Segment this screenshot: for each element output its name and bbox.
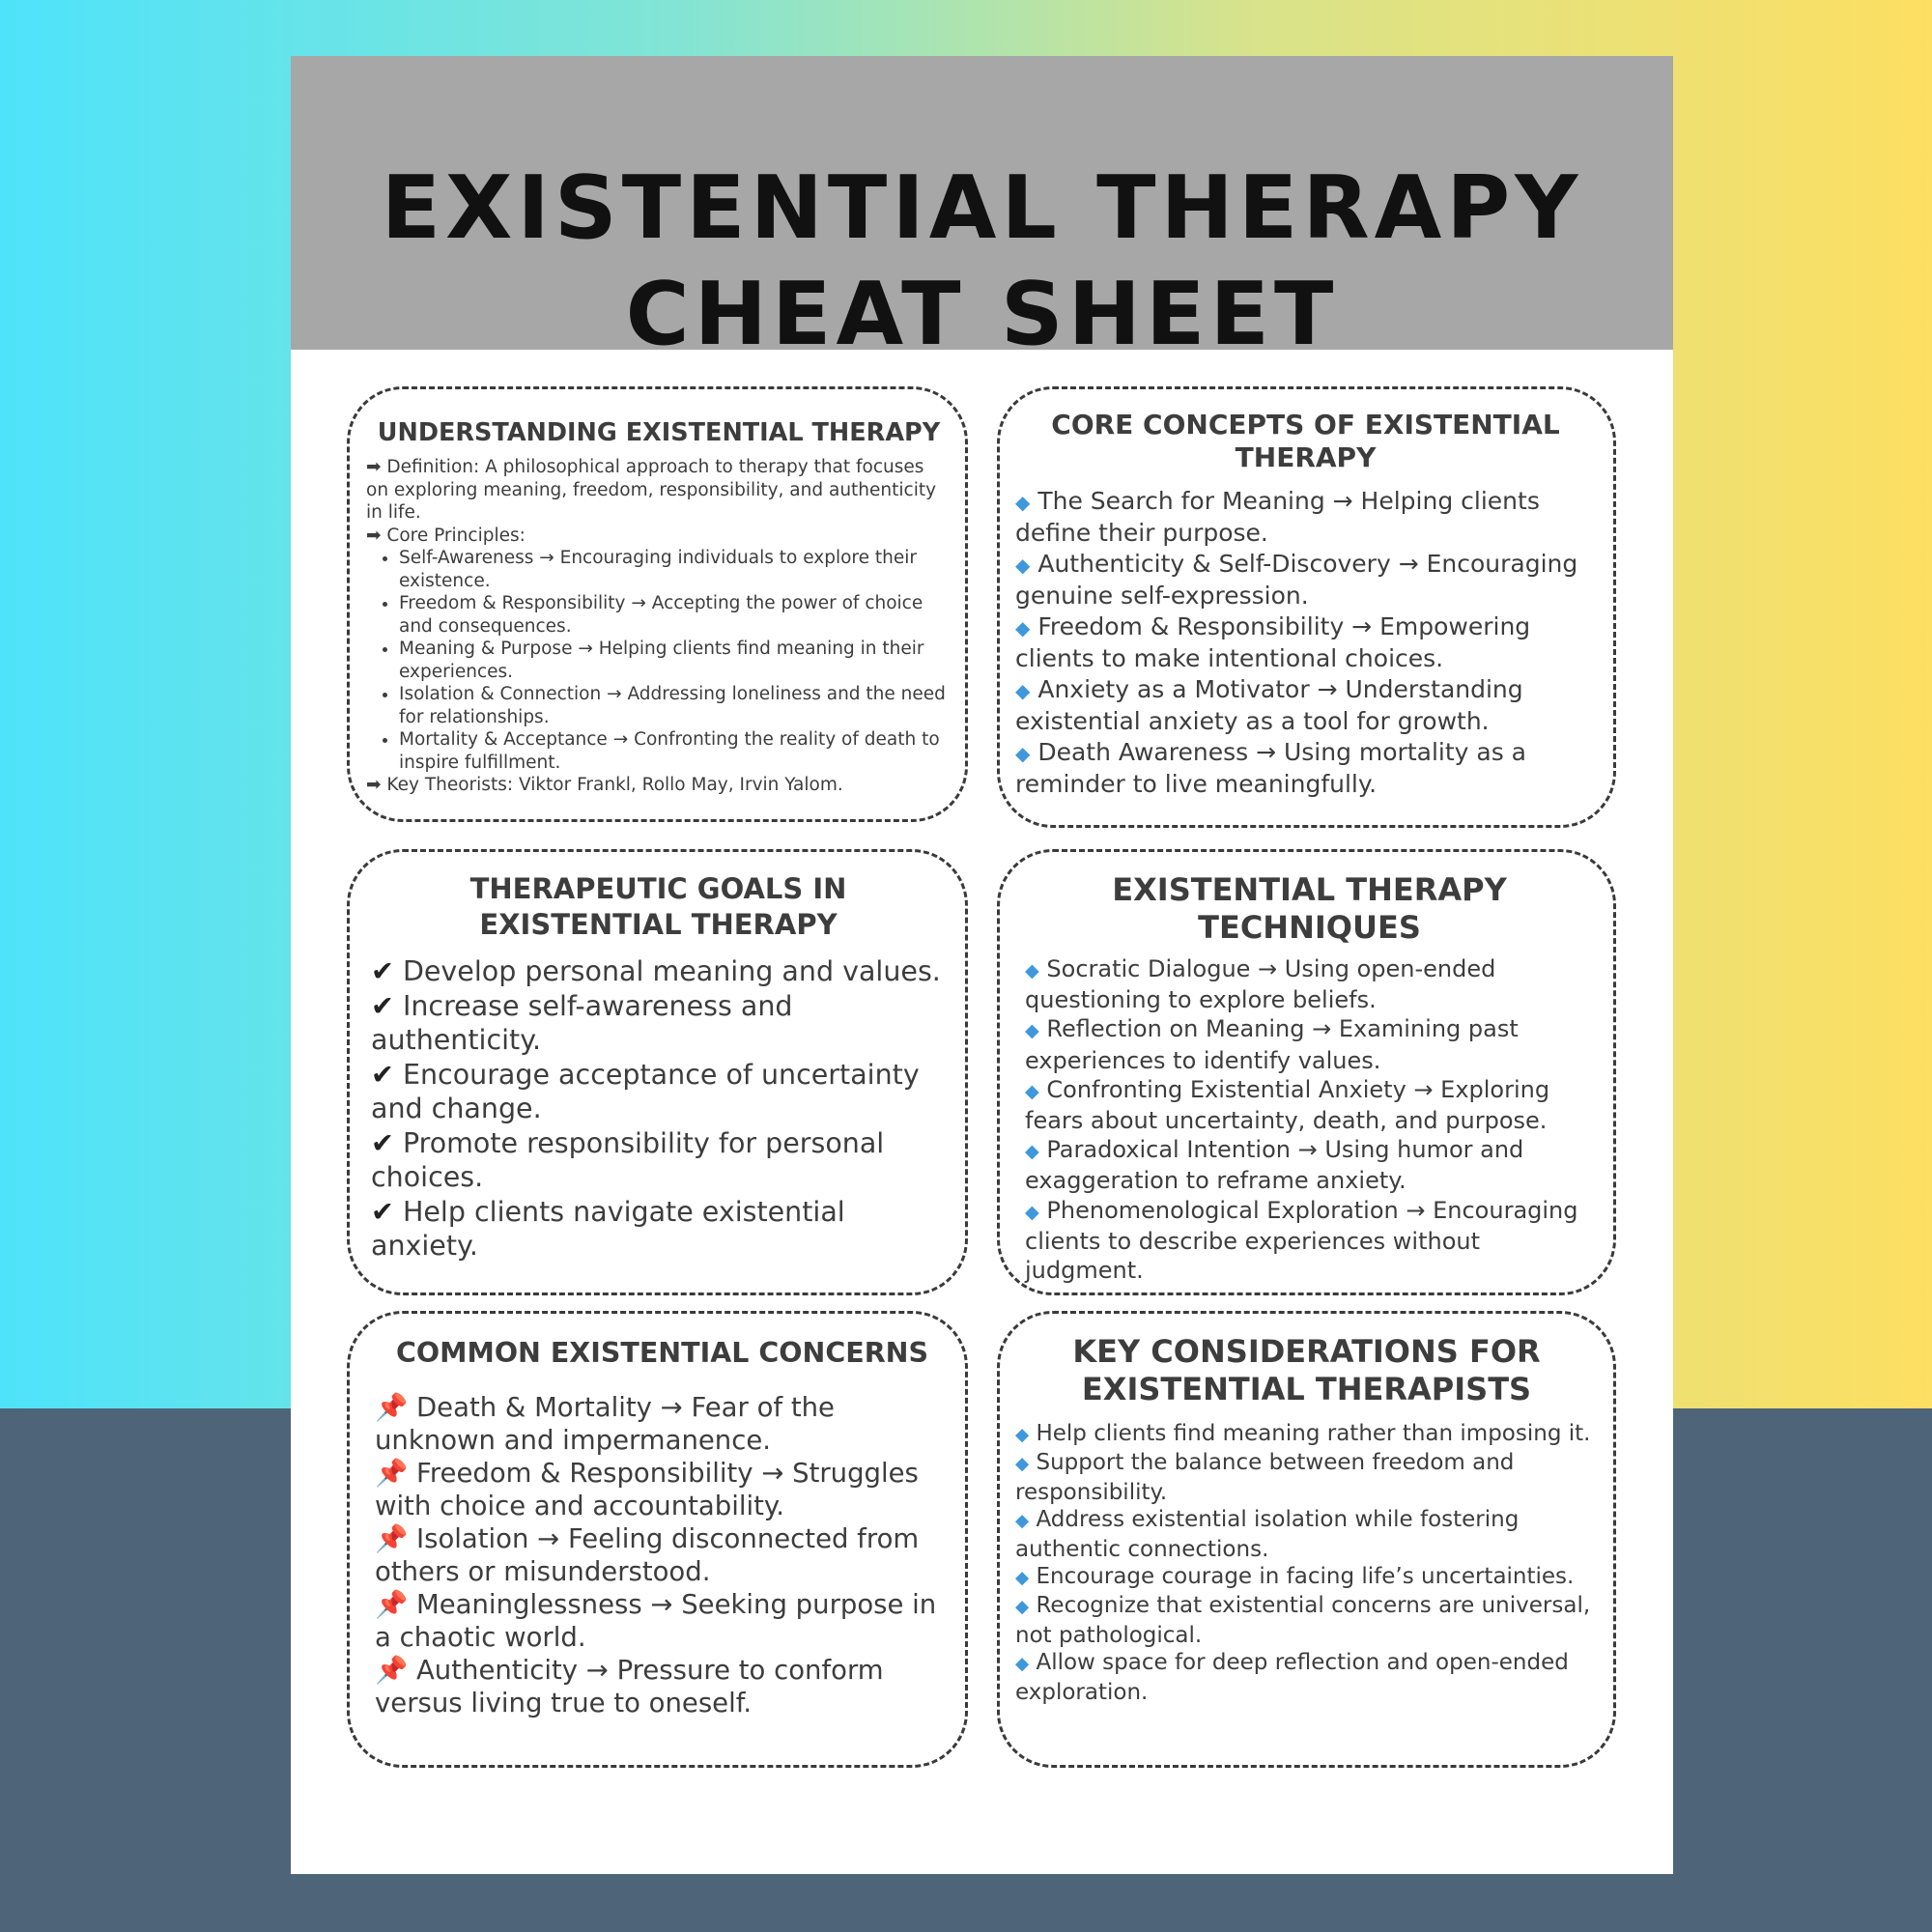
- list-item: 📌 Meaninglessness → Seeking purpose in a chaotic world.: [375, 1589, 937, 1653]
- card-common-concerns: [347, 1311, 968, 1768]
- checkmark-icon: ✔: [371, 1058, 394, 1091]
- diamond-bullet-icon: ◆: [1015, 491, 1031, 514]
- card-therapeutic-goals: [347, 849, 968, 1295]
- diamond-bullet-icon: ◆: [1025, 959, 1039, 981]
- page-title-line-2: CHEAT SHEET: [625, 264, 1339, 365]
- pushpin-icon: 📌: [375, 1589, 409, 1620]
- diamond-bullet-icon: ◆: [1015, 742, 1031, 765]
- list-item: ◆ Freedom & Responsibility → Empowering clients to make intentional choices.: [1015, 612, 1531, 672]
- diamond-bullet-icon: ◆: [1025, 1019, 1039, 1042]
- list-item: ◆ Authenticity & Self-Discovery → Encouraging genuine self-expression.: [1015, 550, 1578, 610]
- diamond-bullet-icon: ◆: [1025, 1140, 1039, 1163]
- list-item: ◆ The Search for Meaning → Helping clients define their purpose.: [1015, 487, 1540, 547]
- card-goals-title: THERAPEUTIC GOALS IN EXISTENTIAL THERAPY: [469, 872, 847, 941]
- list-item: ✔ Encourage acceptance of uncertainty and change.: [371, 1058, 920, 1124]
- list-item: • Mortality & Acceptance → Confronting the reality of death to inspire fulfillment.: [399, 728, 952, 774]
- diamond-bullet-icon: ◆: [1015, 1511, 1030, 1532]
- list-item: ✔ Help clients navigate existential anxiety.: [371, 1195, 845, 1262]
- pushpin-icon: 📌: [375, 1458, 409, 1489]
- arrow-icon: ➡: [366, 525, 382, 546]
- pushpin-icon: 📌: [375, 1655, 409, 1686]
- list-item: • Isolation & Connection → Addressing loneliness and the need for relationships.: [399, 683, 952, 728]
- card-considerations-title: KEY CONSIDERATIONS FOR EXISTENTIAL THERAPISTS: [1072, 1333, 1541, 1407]
- principles-list: [366, 547, 952, 774]
- list-item: 📌 Death & Mortality → Fear of the unknown and impermanence.: [375, 1392, 835, 1456]
- page-title-line-1: EXISTENTIAL THERAPY: [381, 157, 1583, 259]
- diamond-bullet-icon: ◆: [1015, 1454, 1030, 1475]
- diamond-bullet-icon: ◆: [1025, 1200, 1039, 1223]
- card-core-concepts-title: CORE CONCEPTS OF EXISTENTIAL THERAPY: [1051, 409, 1560, 473]
- list-item: ◆ Phenomenological Exploration → Encouraging clients to describe experiences without judgment.: [1025, 1196, 1578, 1285]
- diamond-bullet-icon: ◆: [1015, 1597, 1030, 1618]
- card-techniques-title: EXISTENTIAL THERAPY TECHNIQUES: [1112, 871, 1507, 946]
- list-item: ◆ Help clients find meaning rather than imposing it.: [1015, 1421, 1591, 1446]
- card-techniques: [997, 849, 1616, 1295]
- header-banner: [291, 56, 1673, 365]
- list-item: 📌 Isolation → Feeling disconnected from others or misunderstood.: [375, 1523, 920, 1587]
- list-item: ◆ Death Awareness → Using mortality as a reminder to live meaningfully.: [1015, 738, 1526, 798]
- list-item: ◆ Allow space for deep reflection and open-ended exploration.: [1015, 1650, 1569, 1705]
- checkmark-icon: ✔: [371, 955, 394, 987]
- list-item: ◆ Reflection on Meaning → Examining past experiences to identify values.: [1025, 1015, 1519, 1074]
- list-item: • Meaning & Purpose → Helping clients find meaning in their experiences.: [399, 638, 952, 683]
- list-item: ◆ Address existential isolation while fostering authentic connections.: [1015, 1507, 1520, 1562]
- list-item: ◆ Paradoxical Intention → Using humor and exaggeration to reframe anxiety.: [1025, 1136, 1524, 1195]
- card-core-concepts: [997, 386, 1616, 828]
- list-item: ◆ Confronting Existential Anxiety → Exploring fears about uncertainty, death, and purpose.: [1025, 1075, 1550, 1135]
- list-item: 📌 Authenticity → Pressure to conform versus living true to oneself.: [375, 1655, 884, 1719]
- pushpin-icon: 📌: [375, 1523, 409, 1554]
- list-item: ◆ Recognize that existential concerns are universal, not pathological.: [1015, 1593, 1591, 1648]
- diamond-bullet-icon: ◆: [1015, 1654, 1030, 1675]
- core-principles-label: ➡ Core Principles:: [366, 525, 526, 546]
- arrow-icon: ➡: [366, 775, 382, 795]
- list-item: ✔ Promote responsibility for personal choices.: [371, 1126, 885, 1193]
- card-understanding: [347, 386, 968, 822]
- checkmark-icon: ✔: [371, 1126, 394, 1159]
- diamond-bullet-icon: ◆: [1015, 679, 1031, 702]
- list-item: ✔ Develop personal meaning and values.: [371, 955, 941, 987]
- card-key-considerations: [997, 1311, 1616, 1768]
- list-item: ◆ Support the balance between freedom and responsibility.: [1015, 1450, 1515, 1505]
- list-item: • Self-Awareness → Encouraging individuals to explore their existence.: [399, 547, 952, 592]
- diamond-bullet-icon: ◆: [1025, 1079, 1039, 1102]
- list-item: ◆ Socratic Dialogue → Using open-ended questioning to explore beliefs.: [1025, 955, 1496, 1014]
- checkmark-icon: ✔: [371, 1195, 394, 1228]
- card-understanding-title: UNDERSTANDING EXISTENTIAL THERAPY: [377, 418, 941, 447]
- list-item: ✔ Increase self-awareness and authenticity.: [371, 989, 793, 1056]
- diamond-bullet-icon: ◆: [1015, 554, 1031, 577]
- diamond-bullet-icon: ◆: [1015, 1425, 1030, 1445]
- arrow-icon: ➡: [366, 457, 382, 477]
- definition-text: ➡ Definition: A philosophical approach to therapy that focuses on exploring meaning, freedom, responsibility, and authenticity in life.: [366, 457, 937, 523]
- list-item: • Freedom & Responsibility → Accepting the power of choice and consequences.: [399, 592, 952, 638]
- list-item: ◆ Encourage courage in facing life’s uncertainties.: [1015, 1564, 1575, 1590]
- key-theorists-text: ➡ Key Theorists: Viktor Frankl, Rollo May, Irvin Yalom.: [366, 775, 843, 795]
- list-item: ◆ Anxiety as a Motivator → Understanding existential anxiety as a tool for growth.: [1015, 675, 1523, 735]
- diamond-bullet-icon: ◆: [1015, 1568, 1030, 1589]
- pushpin-icon: 📌: [375, 1392, 409, 1423]
- card-concerns-title: COMMON EXISTENTIAL CONCERNS: [395, 1337, 929, 1369]
- diamond-bullet-icon: ◆: [1015, 616, 1031, 639]
- checkmark-icon: ✔: [371, 989, 394, 1022]
- list-item: 📌 Freedom & Responsibility → Struggles with choice and accountability.: [375, 1458, 919, 1521]
